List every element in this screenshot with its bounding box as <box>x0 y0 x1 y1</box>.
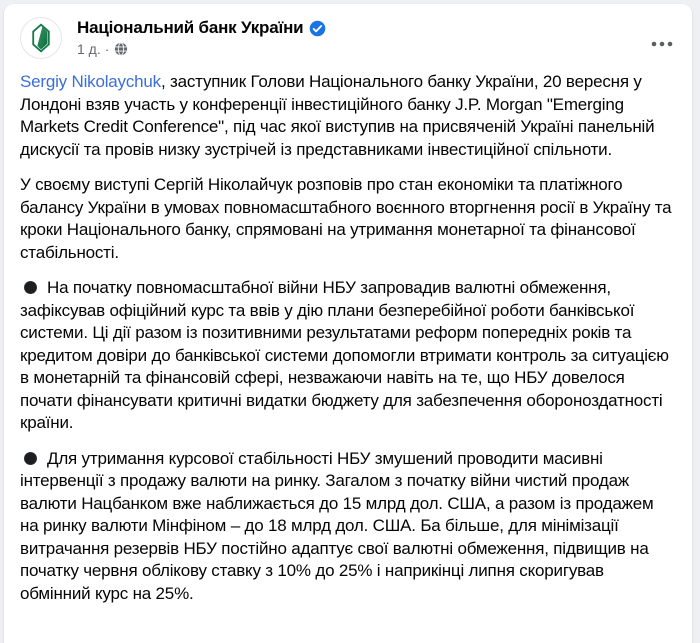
more-options-button[interactable] <box>644 26 680 62</box>
paragraph-text: , заступник Голови Національного банку України, 20 вересня у Лондоні взяв участь у конференції інвестиційного банку J.P. Morgan "Emerging Markets Credit Conference", під час якої виступив на присвяченій Україні панельній дискусії та провів низку зустрічей із представниками інвестиційної спільноти. <box>20 72 655 159</box>
header-text <box>77 17 326 57</box>
post-header <box>4 4 692 65</box>
ellipsis-more-icon <box>650 40 674 48</box>
post-paragraph-bullet <box>20 448 676 606</box>
avatar[interactable] <box>20 17 62 59</box>
nbu-logo-icon <box>30 23 52 53</box>
post-paragraph-bullet <box>20 277 676 435</box>
black-circle-bullet-icon <box>24 452 37 465</box>
paragraph-text: У своєму виступі Сергій Ніколайчук розповів про стан економіки та платіжного балансу України в умовах повномасштабного воєнного вторгнення росії в Україну та кроки Національного банку, спрямовані на утримання монетарної та фінансової стабільності. <box>20 175 672 262</box>
post-text-body <box>4 65 692 621</box>
author-mention-link[interactable]: Sergiy Nikolaychuk <box>20 72 161 91</box>
verified-badge-icon <box>309 20 326 37</box>
timestamp-link[interactable]: 1 д. <box>77 41 101 57</box>
meta-separator: · <box>104 41 110 57</box>
facebook-post-card <box>4 4 692 643</box>
post-paragraph <box>20 174 676 264</box>
paragraph-text: Для утримання курсової стабільності НБУ змушений проводити масивні інтервенції з продажу валюти на ринку. Загалом з початку війни чистий продаж валюти Нацбанком вже наближається до 15 млрд дол. США, а разом із продажем на ринку валюти Мінфіном – до 18 млрд дол. США. Ба більше, для мінімізації витрачання резервів НБУ постійно адаптує свої валютні обмеження, підвищив на початку червня облікову ставку з 10% до 25% і наприкінці липня скоригував обмінний курс на 25%. <box>20 448 654 603</box>
post-paragraph <box>20 71 676 161</box>
public-globe-icon <box>114 42 128 56</box>
name-row <box>77 18 326 38</box>
black-circle-bullet-icon <box>24 281 37 294</box>
post-meta-row <box>77 41 326 57</box>
page-name-link[interactable]: Національний банк України <box>77 18 304 37</box>
paragraph-text: На початку повномасштабної війни НБУ запровадив валютні обмеження, зафіксував офіційний курс та ввів у дію плани безперебійної роботи банківської системи. Ці дії разом із позитивними результатами реформ попередніх років та кредитом довіри до банківської системи допомогли втримати контроль за ситуацією в монетарній та фінансовій сфері, незважаючи навіть на те, що НБУ довелося почати фінансувати критичні видатки бюджету для забезпечення обороноздатності країни. <box>20 278 669 432</box>
